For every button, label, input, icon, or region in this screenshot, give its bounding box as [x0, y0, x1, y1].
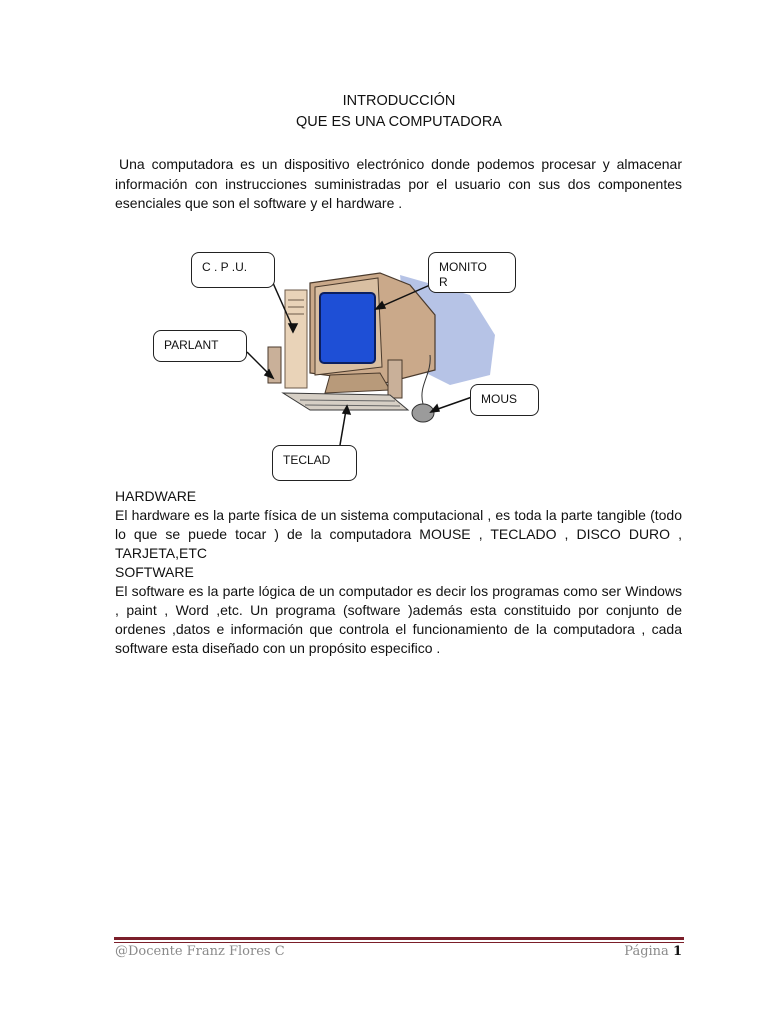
keyboard-callout: TECLAD: [272, 445, 357, 481]
mouse-callout: MOUS: [470, 384, 539, 416]
hardware-heading: HARDWARE: [115, 488, 197, 504]
page-label: Página: [624, 944, 669, 959]
mouse-icon: [412, 404, 434, 422]
page-subtitle: QUE ES UNA COMPUTADORA: [296, 114, 502, 130]
footer-author: @Docente Franz Flores C: [115, 944, 285, 959]
title-block: [0, 91, 768, 133]
cpu-tower-icon: [285, 290, 307, 388]
page-number: 1: [672, 944, 682, 959]
computer-diagram: [150, 245, 550, 485]
software-heading: SOFTWARE: [115, 564, 194, 580]
cpu-callout: C . P .U.: [191, 252, 275, 288]
footer-page: [624, 944, 682, 959]
page-title: INTRODUCCIÓN: [342, 93, 456, 109]
hardware-paragraph: El hardware es la parte física de un sistema computacional , es toda la parte tangible (todo lo que se puede tocar ) de la computadora MOUSE , TECLADO , DISCO DURO , TARJETA,ETC: [115, 507, 682, 561]
right-speaker-icon: [388, 360, 402, 398]
body-text: [115, 487, 682, 658]
speaker-callout: PARLANT: [153, 330, 247, 362]
software-paragraph: El software es la parte lógica de un computador es decir los programas como ser Windows , paint , Word ,etc. Un programa (software )además esta constituido por conjunto de ordenes ,datos e información que controla el funcionamiento de la computadora , cada software esta diseñado con un propósito especifico .: [115, 583, 682, 656]
monitor-callout: MONITO R: [428, 252, 516, 293]
intro-paragraph: Una computadora es un dispositivo electrónico donde podemos procesar y almacenar información con instrucciones suministradas por el usuario con sus dos componentes esenciales que son el software y el hardware .: [115, 156, 682, 211]
footer-rule: [114, 937, 684, 943]
monitor-screen-icon: [320, 293, 375, 363]
